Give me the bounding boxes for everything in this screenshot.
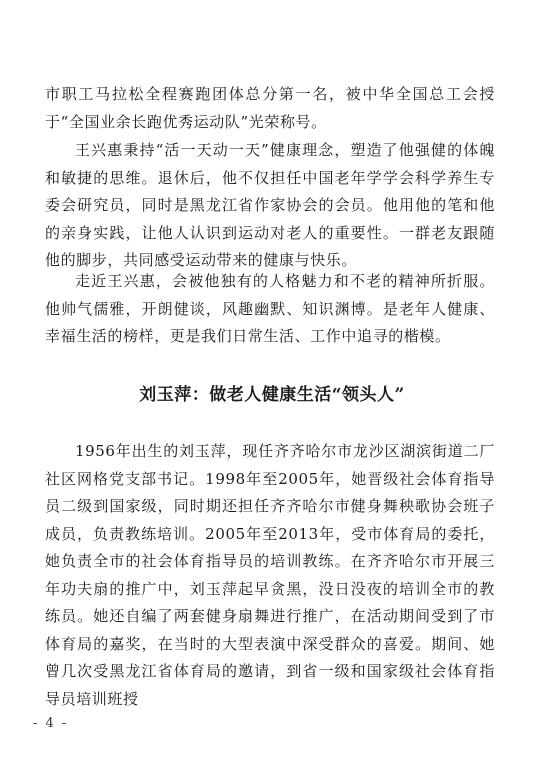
page-number: - 4 - [33, 716, 69, 731]
body-paragraph-2: 王兴惠秉持“活一天动一天”健康理念，塑造了他强健的体魄和敏捷的思维。退休后，他不仅担任中国老年学学会科学养生专委会研究员，同时是黑龙江省作家协会的会员。他用他的笔和他的亲身实践，让他人认识到运动对老人的重要性。一群老友跟随他的脚步，共同感受运动带来的健康与快乐。 [45, 141, 495, 269]
body-paragraph-3: 走近王兴惠，会被他独有的人格魅力和不老的精神所折服。他帅气儒雅，开朗健谈，风趣幽默、知识渊博。是老年人健康、幸福生活的榜样，更是我们日常生活、工作中追寻的楷模。 [45, 272, 495, 345]
body-paragraph-1: 市职工马拉松全程赛跑团体总分第一名，被中华全国总工会授于“全国业余长跑优秀运动队”光荣称号。 [45, 85, 495, 131]
body-paragraph-4: 1956年出生的刘玉萍，现任齐齐哈尔市龙沙区湖滨街道二厂社区网格党支部书记。1998年至2005年，她晋级社会体育指导员二级到国家级，同时期还担任齐齐哈尔市健身舞秧歌协会班子成员，负责教练培训。2005年至2013年，受市体育局的委托，她负责全市的社会体育指导员的培训教练。在齐齐哈尔市开展三年功夫扇的推广中，刘玉萍起早贪黑，没日没夜的培训全市的教练员。她还自编了两套健身扇舞进行推广，在活动期间受到了市体育局的嘉奖，在当时的大型表演中深受群众的喜爱。期间、她曾几次受黑龙江省体育局的邀请，到省一级和国家级社会体育指导员培训班授 [45, 442, 495, 708]
section-heading: 刘玉萍：做老人健康生活“领头人” [139, 385, 405, 405]
